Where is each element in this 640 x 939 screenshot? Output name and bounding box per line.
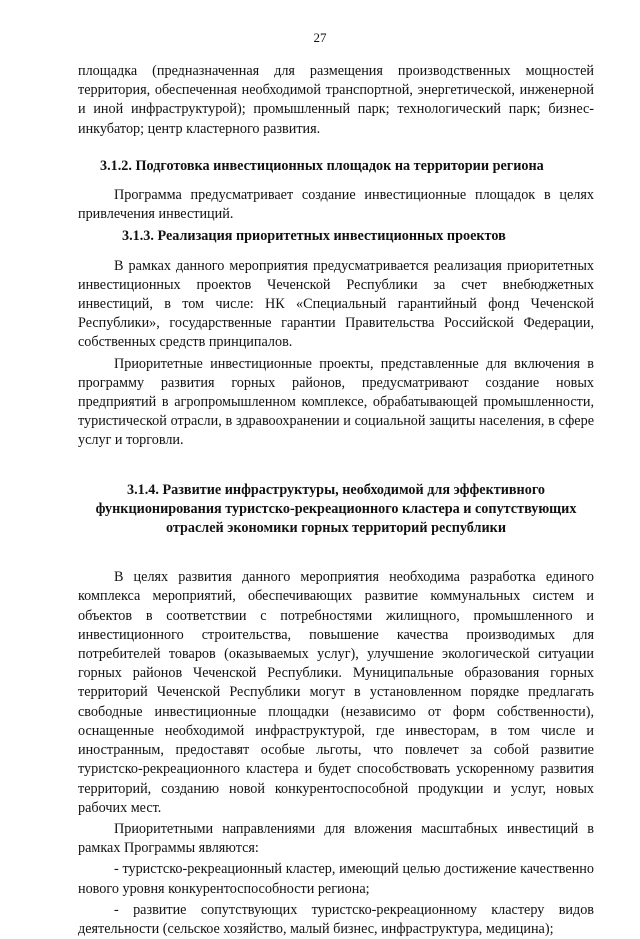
paragraph-3-1-2: Программа предусматривает создание инвестиционные площадок в целях привлечения инвестиций.	[78, 187, 594, 223]
paragraph-3-1-4-4: - развитие сопутствующих туристско-рекреационному кластеру видов деятельности (сельское хозяйство, малый бизнес, инфраструктура, медицина);	[78, 901, 594, 937]
paragraph-3-1-3-2: Приоритетные инвестиционные проекты, представленные для включения в программу развития горных районов, предусматривают создание новых предприятий в агропромышленном комплексе, обрабатывающей промышленности, туристической отрасли, в здравоохранении и социальной защиты населения, в сфере услуг и торговли.	[78, 355, 594, 449]
paragraph-3-1-4-1: В целях развития данного мероприятия необходима разработка единого комплекса мероприятий, обеспечивающих развитие коммунальных систем и объектов в соответствии с потребностями жилищного, промышленного и инвестиционного строительства, повышение качества производимых для потребителей товаров (оказываемых услуг), улучшение экологической ситуации горных районов Чеченской Республики. Муниципальные образования горных территорий Чеченской Республики могут в установленном порядке предлагать свободные инвестиционные площадки (независимо от форм собственности), оснащенные необходимой инфраструктурой, где инвесторам, в том числе и иностранным, предоставят особые льготы, что повлечет за собой развитие туристско-рекреационного кластера и будет способствовать ускоренному развития территорий, созданию новой конкурентоспособной продукции и услуг, новых рабочих мест.	[78, 569, 594, 816]
paragraph-3-1-3-1: В рамках данного мероприятия предусматривается реализация приоритетных инвестиционных проектов Чеченской Республики за счет внебюджетных инвестиций, в том числе: НК «Специальный гарантийный фонд Чеченской Республики», государственные гарантии Правительства Российской Федерации, собственных средств принципалов.	[78, 257, 594, 351]
section-heading-3-1-4: 3.1.4. Развитие инфраструктуры, необходимой для эффективного функционирования туристско-рекреационного кластера и сопутствующих отраслей экономики горных территорий республики	[95, 481, 577, 537]
page-number: 27	[313, 30, 327, 45]
section-heading-3-1-2: 3.1.2. Подготовка инвестиционных площадок на территории региона	[100, 157, 544, 174]
paragraph-3-1-4-2: Приоритетными направлениями для вложения масштабных инвестиций в рамках Программы являются:	[78, 820, 594, 857]
paragraph-3-1-4-3: - туристско-рекреационный кластер, имеющий целью достижение качественно нового уровня конкурентоспособности региона;	[78, 861, 594, 897]
page-content	[78, 62, 594, 939]
intro-paragraph: площадка (предназначенная для размещения производственных мощностей территория, обеспеченная необходимой транспортной, энергетической, инженерной и иной инфраструктурой); промышленный парк; технологический парк; бизнес-инкубатор; центр кластерного развития.	[78, 63, 594, 137]
section-heading-3-1-3: 3.1.3. Реализация приоритетных инвестиционных проектов	[122, 228, 506, 245]
